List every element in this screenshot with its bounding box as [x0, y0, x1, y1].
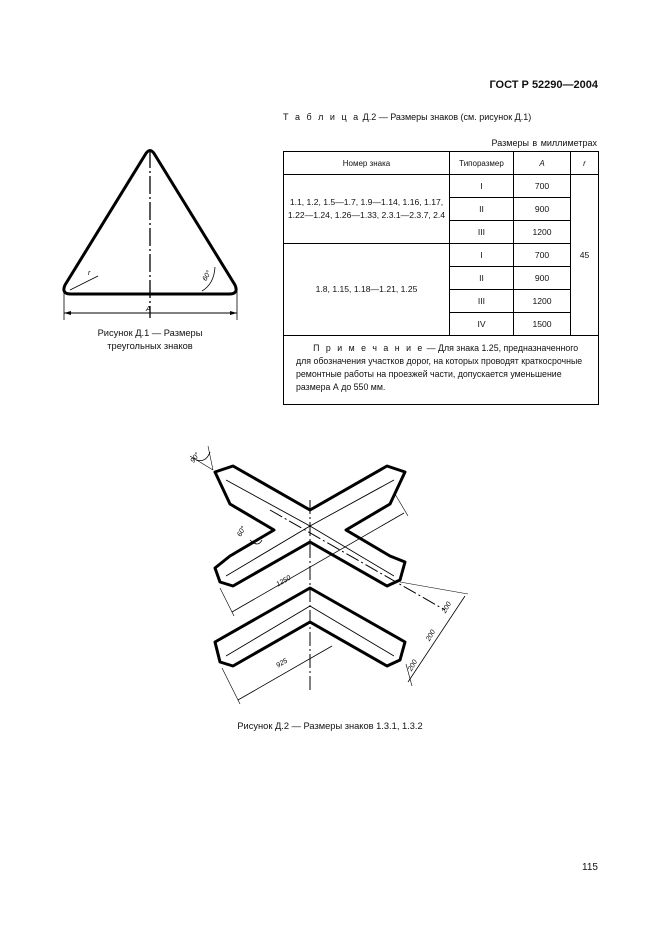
signs-group-2: 1.8, 1.15, 1.18—1.21, 1.25	[284, 244, 450, 336]
size-cell: II	[450, 198, 514, 221]
a-cell: 900	[514, 198, 571, 221]
size-cell: IV	[450, 313, 514, 336]
ext-1250-right	[395, 494, 408, 516]
label-a: A	[146, 306, 151, 313]
label-200-middle: 200	[425, 628, 438, 643]
page-number: 115	[582, 862, 598, 873]
a-cell: 700	[514, 244, 571, 267]
signs-group-1: 1.1, 1.2, 1.5—1.7, 1.9—1.14, 1.16, 1.17, 1.22—1.24, 1.26—1.33, 2.3.1—2.3.7, 2.4	[284, 175, 450, 244]
table-units: Размеры в миллиметрах	[491, 138, 597, 148]
label-200-bottom: 200	[407, 658, 420, 673]
a-cell: 1500	[514, 313, 571, 336]
note-label: П р и м е ч а н и е	[313, 343, 425, 353]
figure1-caption-line2: треугольных знаков	[107, 341, 193, 351]
size-cell: III	[450, 221, 514, 244]
a-cell: 1200	[514, 290, 571, 313]
r-cell: 45	[571, 175, 599, 336]
size-cell: II	[450, 267, 514, 290]
ext-925-left	[222, 668, 240, 704]
ext-angle-top-2	[208, 446, 213, 470]
a-cell: 1200	[514, 221, 571, 244]
size-cell: III	[450, 290, 514, 313]
label-925: 925	[275, 657, 289, 670]
a-cell: 700	[514, 175, 571, 198]
label-angle: 60°	[201, 269, 213, 283]
table-title-rest: Д.2 — Размеры знаков (см. рисунок Д.1)	[360, 112, 532, 122]
ext-200-a	[400, 582, 468, 594]
label-r: r	[88, 270, 91, 277]
dim-line-1250	[232, 513, 404, 612]
figure2-caption: Рисунок Д.2 — Размеры знаков 1.3.1, 1.3.2	[237, 721, 423, 731]
page-header: ГОСТ Р 52290—2004	[489, 79, 598, 91]
label-top-angle: 90°	[189, 451, 202, 465]
note-text: — Для знака 1.25, предназначенного для обозначения участков дорог, на которых проводят краткосрочные ремонтные работы на проезжей части, допускается уменьшение размера А до 550 мм.	[296, 343, 583, 392]
col-header-sign: Номер знака	[284, 152, 450, 175]
table-title-prefix: Т а б л и ц а	[283, 112, 361, 122]
dim-line-200-right	[408, 596, 465, 682]
col-header-a: A	[514, 152, 571, 175]
label-inner-angle: 60°	[236, 525, 248, 538]
label-1250: 1250	[275, 574, 293, 589]
size-cell: I	[450, 175, 514, 198]
ext-1250-left	[220, 588, 234, 616]
size-cell: I	[450, 244, 514, 267]
col-header-r: r	[571, 152, 599, 175]
col-header-size: Типоразмер	[450, 152, 514, 175]
label-200-top: 200	[441, 600, 454, 615]
figure1-caption-line1: Рисунок Д.1 — Размеры	[97, 328, 203, 338]
a-cell: 900	[514, 267, 571, 290]
